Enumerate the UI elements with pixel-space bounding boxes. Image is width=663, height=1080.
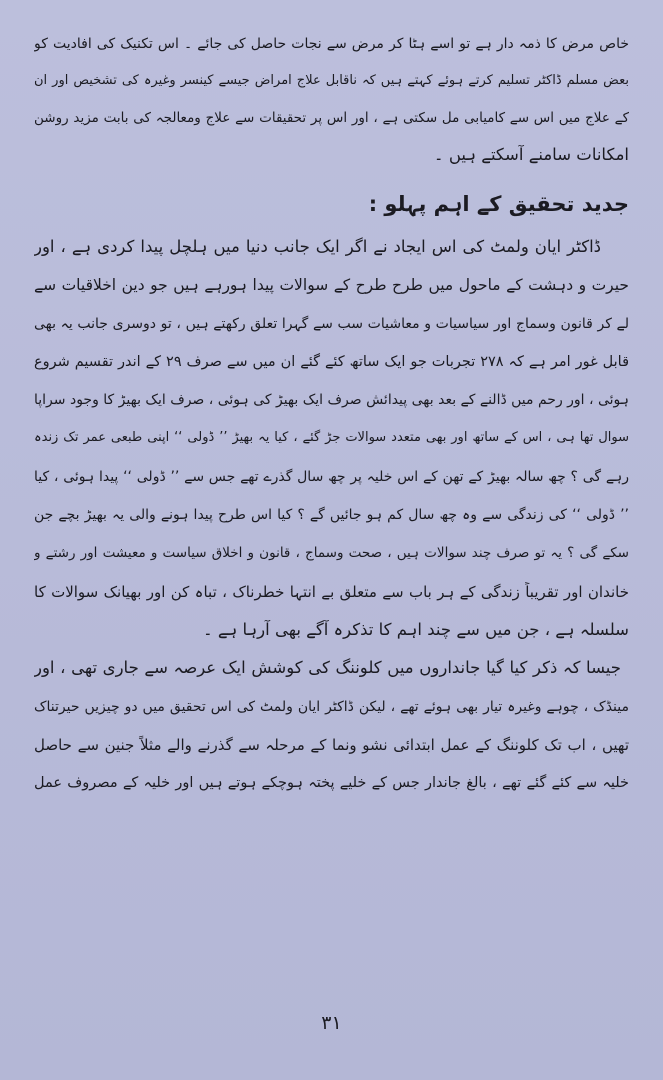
- text-line: امکانات سامنے آسکتے ہیں ۔: [433, 145, 629, 164]
- paragraph-3: [34, 658, 629, 793]
- page-number: ۳۱: [321, 1012, 342, 1034]
- text-line: لے کر قانون وسماج اور سیاسیات و معاشیات سب سے گہرا تعلق رکھتے ہیں ، تو دوسری جانب یہ بھی: [34, 315, 629, 332]
- text-line: قابل غور امر ہے کہ ۲۷۸ تجربات جو ایک ساتھ کئے گئے ان میں سے صرف ۲۹ کے اندر تقسیم شروع: [34, 353, 629, 370]
- text-line: بعض مسلم ڈاکٹر تسلیم کرتے ہوئے کہتے ہیں کہ ناقابل علاج امراض جیسے کینسر وغیرہ کی تشخیص اور ان: [34, 73, 629, 88]
- text-line: مینڈک ، چوہے وغیرہ تیار بھی ہوئے تھے ، لیکن ڈاکٹر ایان ولمٹ کی اس تحقیق میں دو چیزیں حیرتناک: [34, 698, 629, 715]
- text-line: ہوئی ، اور رحم میں ڈالنے کے بعد بھی پیدائش صرف ایک بھیڑ کی ہوئی ، صرف ایک بھیڑ کا وجود سراپا: [34, 392, 629, 409]
- text-line: حیرت و دہشت کے ماحول میں طرح طرح کے سوالات پیدا ہورہے ہیں جو دین اخلاقیات سے: [34, 276, 629, 295]
- text-line: خلیہ سے کئے گئے تھے ، بالغ جاندار جس کے خلیے پختہ ہوچکے ہوتے ہیں اور خلیہ کے مصروف عمل: [34, 775, 629, 792]
- text-line: سوال تھا ہی ، اس کے ساتھ اور بھی متعدد سوالات جڑ گئے ، کیا یہ بھیڑ ’’ ڈولی ‘‘ اپنی طبعی عمر تک زندہ: [34, 430, 629, 446]
- paragraph-2: [34, 237, 629, 640]
- text-line: کے علاج میں اس سے کامیابی مل سکتی ہے ، اور اس پر تحقیقات سے علاج ومعالجہ کی بابت مزید روشن: [34, 110, 629, 126]
- text-line: جیسا کہ ذکر کیا گیا جانداروں میں کلوننگ کی کوشش ایک عرصہ سے جاری تھی ، اور: [34, 658, 621, 678]
- text-line: ’’ ڈولی ‘‘ کی زندگی سے وہ چھ سال کم ہو جائیں گے ؟ کیا اس طرح پیدا ہونے والی یہ بھیڑ بچے جن: [34, 507, 629, 524]
- section-heading: جدید تحقیق کے اہم پہلو :: [368, 192, 629, 216]
- text-line: رہے گی ؟ چھ سالہ بھیڑ کے تھن کے اس خلیہ پر چھ سال گذرے تھے جس سے ’’ ڈولی ‘‘ پیدا ہوئی ، کیا: [34, 468, 629, 485]
- text-line: سکے گی ؟ یہ تو صرف چند سوالات ہیں ، صحت وسماج ، قانون و اخلاق سیاست و معیشت اور رشتے و: [34, 545, 629, 562]
- text-line: خاندان اور تقریباً زندگی کے ہر باب سے متعلق بے انتہا خطرناک ، تباہ کن اور بھیانک سوالات کا: [34, 582, 629, 601]
- text-line: ڈاکٹر ایان ولمٹ کی اس ایجاد نے اگر ایک جانب دنیا میں ہلچل پیدا کردی ہے ، اور: [34, 237, 601, 256]
- text-line: خاص مرض کا ذمہ دار ہے تو اسے ہٹا کر مرض سے نجات حاصل کی جائے ۔ اس تکنیک کی افادیت کو: [34, 36, 629, 52]
- text-line: تھیں ، اب تک کلوننگ کے عمل ابتدائی نشو ونما کے مرحلہ سے گذرنے والے مثلاً جنین سے حاصل: [34, 735, 629, 754]
- text-line: سلسلہ ہے ، جن میں سے چند اہم کا تذکرہ آگے بھی آرہا ہے ۔: [202, 619, 629, 639]
- paragraph-1: [34, 34, 629, 165]
